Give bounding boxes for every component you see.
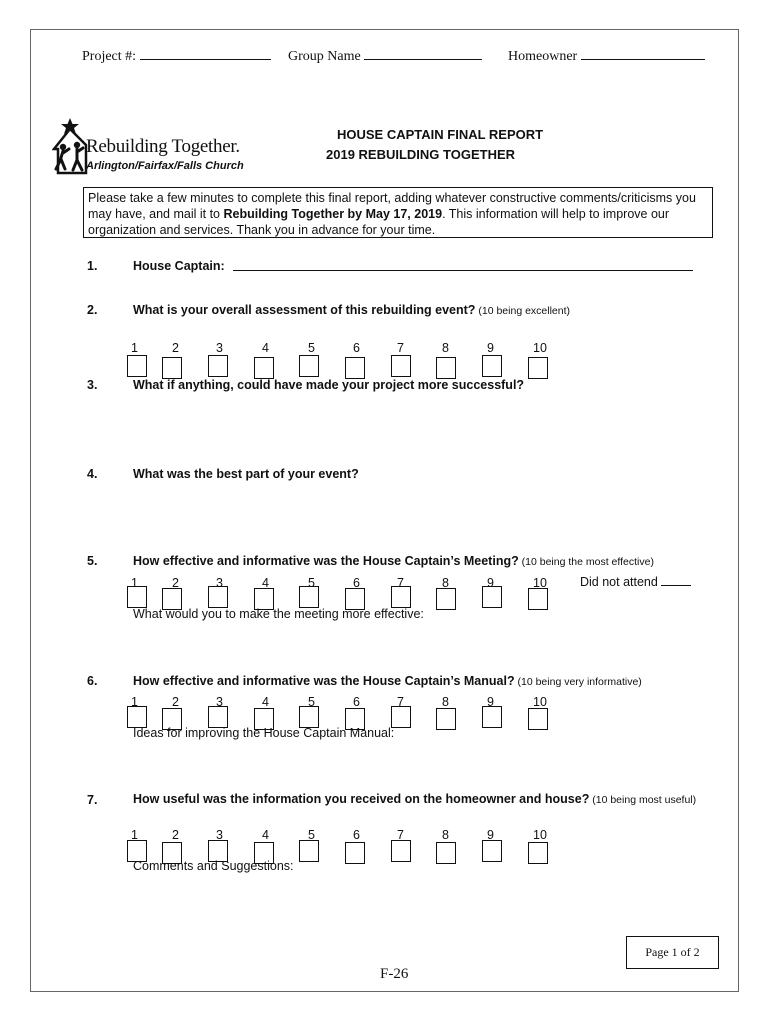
group-name-blank[interactable] bbox=[364, 47, 482, 60]
question-7-number: 7. bbox=[87, 793, 98, 807]
question-6-followup: Ideas for improving the House Captain Manual: bbox=[133, 726, 395, 740]
intro-text-1: Please take a few minutes to complete this final report, adding whatever constructive comments/criticisms you may have, and mail it to bbox=[88, 191, 696, 221]
q7-scale-label-1: 1 bbox=[131, 828, 138, 842]
q5-scale-label-5: 5 bbox=[308, 576, 315, 590]
question-2-number: 2. bbox=[87, 303, 98, 317]
q7-scale-label-8: 8 bbox=[442, 828, 449, 842]
q5-rating-checkbox-7[interactable] bbox=[391, 586, 411, 608]
question-5-followup: What would you to make the meeting more effective: bbox=[133, 607, 424, 621]
q2-rating-checkbox-5[interactable] bbox=[299, 355, 319, 377]
q2-rating-checkbox-4[interactable] bbox=[254, 357, 274, 379]
q6-rating-checkbox-3[interactable] bbox=[208, 706, 228, 728]
question-1-number: 1. bbox=[87, 259, 98, 273]
form-code: F-26 bbox=[380, 966, 409, 982]
q5-rating-checkbox-1[interactable] bbox=[127, 586, 147, 608]
did-not-attend-blank[interactable] bbox=[661, 585, 691, 586]
did-not-attend-field[interactable] bbox=[580, 575, 691, 589]
project-field[interactable] bbox=[82, 47, 271, 65]
q2-scale-label-8: 8 bbox=[442, 341, 449, 355]
question-4-text: What was the best part of your event? bbox=[133, 467, 359, 481]
q7-rating-checkbox-6[interactable] bbox=[345, 842, 365, 864]
q5-scale-label-4: 4 bbox=[262, 576, 269, 590]
q2-rating-checkbox-2[interactable] bbox=[162, 357, 182, 379]
question-4-number: 4. bbox=[87, 467, 98, 481]
report-title: HOUSE CAPTAIN FINAL REPORT bbox=[337, 127, 544, 142]
q2-rating-checkbox-3[interactable] bbox=[208, 355, 228, 377]
q6-scale-label-3: 3 bbox=[216, 695, 223, 709]
q7-scale-label-6: 6 bbox=[353, 828, 360, 842]
q5-scale-label-3: 3 bbox=[216, 576, 223, 590]
question-7-text bbox=[133, 792, 703, 808]
q2-scale-label-7: 7 bbox=[397, 341, 404, 355]
question-7-note: (10 being most useful) bbox=[589, 794, 697, 806]
q5-scale-label-9: 9 bbox=[487, 576, 494, 590]
q7-scale-label-7: 7 bbox=[397, 828, 404, 842]
q6-rating-checkbox-1[interactable] bbox=[127, 706, 147, 728]
q6-scale-label-1: 1 bbox=[131, 695, 138, 709]
question-5-number: 5. bbox=[87, 554, 98, 568]
report-subtitle: 2019 REBUILDING TOGETHER bbox=[326, 147, 516, 162]
q6-scale-label-10: 10 bbox=[533, 695, 547, 709]
q2-rating-checkbox-9[interactable] bbox=[482, 355, 502, 377]
q6-scale-label-8: 8 bbox=[442, 695, 449, 709]
question-6-text bbox=[133, 674, 642, 688]
q2-scale-label-5: 5 bbox=[308, 341, 315, 355]
homeowner-blank[interactable] bbox=[581, 47, 705, 60]
q7-scale-label-2: 2 bbox=[172, 828, 179, 842]
homeowner-label: Homeowner bbox=[508, 49, 578, 64]
question-1-text: House Captain: bbox=[133, 259, 225, 273]
q6-scale-label-2: 2 bbox=[172, 695, 179, 709]
q5-scale-label-7: 7 bbox=[397, 576, 404, 590]
question-3-text: What if anything, could have made your project more successful? bbox=[133, 378, 525, 392]
house-captain-blank[interactable] bbox=[233, 270, 693, 271]
project-label: Project #: bbox=[82, 49, 137, 64]
q6-rating-checkbox-5[interactable] bbox=[299, 706, 319, 728]
q5-scale-label-2: 2 bbox=[172, 576, 179, 590]
q2-rating-checkbox-6[interactable] bbox=[345, 357, 365, 379]
q2-scale-label-4: 4 bbox=[262, 341, 269, 355]
q6-scale-label-9: 9 bbox=[487, 695, 494, 709]
intro-deadline: Rebuilding Together by May 17, 2019 bbox=[223, 207, 443, 221]
q2-scale-label-1: 1 bbox=[131, 341, 138, 355]
q6-rating-checkbox-10[interactable] bbox=[528, 708, 548, 730]
question-6-number: 6. bbox=[87, 674, 98, 688]
question-7-main: How useful was the information you received on the homeowner and house bbox=[133, 792, 582, 806]
q7-rating-checkbox-5[interactable] bbox=[299, 840, 319, 862]
q2-rating-checkbox-8[interactable] bbox=[436, 357, 456, 379]
question-6-note: (10 being very informative) bbox=[514, 676, 642, 688]
logo-name: Rebuilding Together. bbox=[86, 136, 240, 157]
logo-chapter: Arlington/Fairfax/Falls Church bbox=[86, 160, 244, 172]
q5-scale-label-1: 1 bbox=[131, 576, 138, 590]
question-7-followup: Comments and Suggestions: bbox=[133, 859, 294, 873]
q5-scale-label-8: 8 bbox=[442, 576, 449, 590]
q2-scale-label-3: 3 bbox=[216, 341, 223, 355]
q7-scale-label-4: 4 bbox=[262, 828, 269, 842]
q2-scale-label-9: 9 bbox=[487, 341, 494, 355]
q2-rating-checkbox-7[interactable] bbox=[391, 355, 411, 377]
intro-text-2: . This information will help to improve our organization and services. Thank you in advance for your time. bbox=[88, 207, 670, 237]
q5-rating-checkbox-10[interactable] bbox=[528, 588, 548, 610]
q6-rating-checkbox-7[interactable] bbox=[391, 706, 411, 728]
q2-scale-label-6: 6 bbox=[353, 341, 360, 355]
q2-scale-label-2: 2 bbox=[172, 341, 179, 355]
question-2-main: What is your overall assessment of this rebuilding event? bbox=[133, 303, 476, 317]
question-2-text bbox=[133, 303, 570, 317]
q7-scale-label-3: 3 bbox=[216, 828, 223, 842]
q6-scale-label-6: 6 bbox=[353, 695, 360, 709]
q7-rating-checkbox-10[interactable] bbox=[528, 842, 548, 864]
q6-scale-label-7: 7 bbox=[397, 695, 404, 709]
q5-rating-checkbox-9[interactable] bbox=[482, 586, 502, 608]
question-5-text bbox=[133, 554, 654, 568]
project-blank[interactable] bbox=[140, 47, 271, 60]
q6-scale-label-4: 4 bbox=[262, 695, 269, 709]
question-7-tail: ? bbox=[581, 792, 590, 806]
q6-rating-checkbox-9[interactable] bbox=[482, 706, 502, 728]
question-3-number: 3. bbox=[87, 378, 98, 392]
group-name-label: Group Name bbox=[288, 49, 361, 64]
group-name-field[interactable] bbox=[288, 47, 482, 65]
page-number: Page 1 of 2 bbox=[626, 936, 719, 969]
question-2-note: (10 being excellent) bbox=[475, 305, 571, 317]
q2-scale-label-10: 10 bbox=[533, 341, 547, 355]
question-5-note: (10 being the most effective) bbox=[518, 556, 654, 568]
question-6-tail: ? bbox=[506, 674, 515, 688]
homeowner-field[interactable] bbox=[508, 47, 705, 65]
q7-scale-label-5: 5 bbox=[308, 828, 315, 842]
q5-scale-label-10: 10 bbox=[533, 576, 547, 590]
q5-rating-checkbox-3[interactable] bbox=[208, 586, 228, 608]
q6-rating-checkbox-8[interactable] bbox=[436, 708, 456, 730]
q2-rating-checkbox-1[interactable] bbox=[127, 355, 147, 377]
q5-rating-checkbox-5[interactable] bbox=[299, 586, 319, 608]
q7-rating-checkbox-7[interactable] bbox=[391, 840, 411, 862]
intro-instructions bbox=[83, 187, 713, 238]
q7-rating-checkbox-9[interactable] bbox=[482, 840, 502, 862]
q7-rating-checkbox-8[interactable] bbox=[436, 842, 456, 864]
q7-scale-label-9: 9 bbox=[487, 828, 494, 842]
did-not-attend-label: Did not attend bbox=[580, 575, 658, 589]
q5-rating-checkbox-8[interactable] bbox=[436, 588, 456, 610]
question-6-main: How effective and informative was the House Captain’s Manual bbox=[133, 674, 507, 688]
q5-scale-label-6: 6 bbox=[353, 576, 360, 590]
question-5-main: How effective and informative was the House Captain’s Meeting? bbox=[133, 554, 519, 568]
q7-scale-label-10: 10 bbox=[533, 828, 547, 842]
q6-scale-label-5: 5 bbox=[308, 695, 315, 709]
q2-rating-checkbox-10[interactable] bbox=[528, 357, 548, 379]
